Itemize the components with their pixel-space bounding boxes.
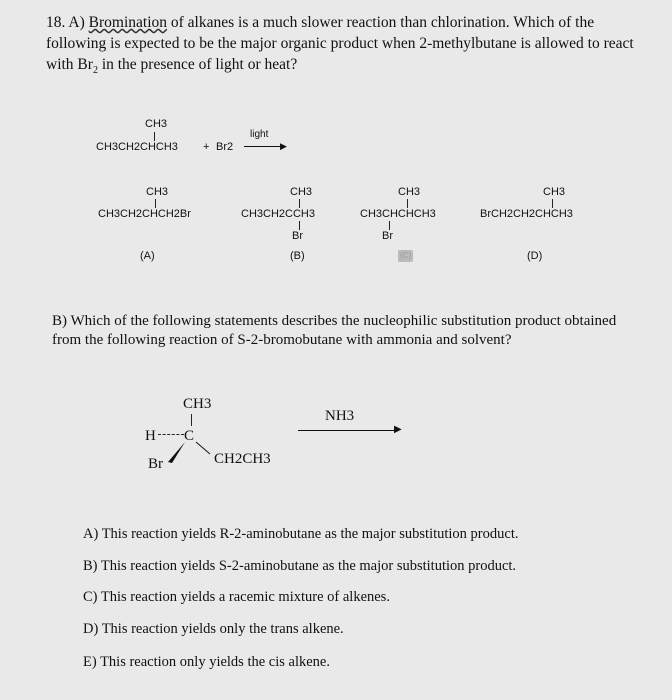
methyl-group: CH3 xyxy=(183,396,212,412)
option-e[interactable] xyxy=(83,654,330,671)
subscript-2: 2 xyxy=(92,65,98,77)
ammonia-reagent: NH3 xyxy=(325,408,355,424)
hydrogen-atom: H xyxy=(145,428,156,444)
option-text: This reaction only yields the cis alkene. xyxy=(100,654,330,670)
question-number: 18. xyxy=(46,14,66,31)
option-letter: A) xyxy=(83,526,99,542)
question-part: B) xyxy=(52,313,67,329)
bromine-atom: Br xyxy=(148,456,163,472)
product-d-methyl: CH3 xyxy=(543,186,566,198)
question-text: Which of the following statements describes the nucleophilic substitution product obtained from the following reaction of S-2-bromobutane with ammonia and solvent? xyxy=(52,313,617,348)
product-b-formula: CH3CH2CCH3 xyxy=(241,208,315,220)
reactant-methyl: CH3 xyxy=(145,118,168,130)
question-part: A) xyxy=(68,14,85,31)
carbon-center: C xyxy=(184,428,195,444)
product-d-formula: BrCH2CH2CHCH3 xyxy=(480,208,573,220)
option-text: This reaction yields S-2-aminobutane as the major substitution product. xyxy=(100,558,517,574)
question-text: of alkanes is a much slower reaction than chlorination. Which of the following is expected to be the major organic product when 2-methylbutane is allowed to react with Br xyxy=(46,14,634,73)
product-c-methyl: CH3 xyxy=(398,186,421,198)
option-letter: D) xyxy=(83,621,99,637)
product-c-formula: CH3CHCHCH3 xyxy=(360,208,436,220)
option-d[interactable] xyxy=(83,621,344,638)
product-b-bromine: Br xyxy=(292,230,303,242)
option-letter: E) xyxy=(83,654,97,670)
hashed-bond xyxy=(158,434,184,435)
reactant-formula: CH3CH2CHCH3 xyxy=(96,141,178,153)
bond-line xyxy=(155,199,156,208)
product-a-label: (A) xyxy=(140,250,155,262)
option-text: This reaction yields only the trans alkene. xyxy=(101,621,344,637)
ethyl-group: CH2CH3 xyxy=(214,451,271,467)
option-text: This reaction yields a racemic mixture of alkenes. xyxy=(100,589,390,605)
product-b-methyl: CH3 xyxy=(290,186,313,198)
question-lead-word: Bromination xyxy=(88,14,167,31)
option-letter: C) xyxy=(83,589,98,605)
bromine-reagent: Br2 xyxy=(216,141,234,153)
product-d-label: (D) xyxy=(527,250,543,262)
option-b[interactable] xyxy=(83,558,516,575)
bond-line xyxy=(389,221,390,230)
arrowhead-icon: ▶ xyxy=(394,424,402,435)
question-18b xyxy=(52,312,632,350)
option-c[interactable] xyxy=(83,589,390,606)
plus-sign: + xyxy=(203,141,210,153)
bond-line xyxy=(299,199,300,208)
bond-line xyxy=(191,414,192,426)
arrowhead-icon: ▶ xyxy=(280,141,287,151)
product-b-label: (B) xyxy=(290,250,305,262)
option-a[interactable] xyxy=(83,526,518,543)
product-c-bromine: Br xyxy=(382,230,393,242)
option-letter: B) xyxy=(83,558,98,574)
bond-line xyxy=(154,132,155,141)
product-c-label: (C) xyxy=(400,251,412,260)
question-text-end: in the presence of light or heat? xyxy=(101,56,298,73)
bond-line xyxy=(299,221,300,230)
product-a-formula: CH3CH2CHCH2Br xyxy=(98,208,191,220)
reaction-arrow xyxy=(298,430,398,431)
question-18a xyxy=(46,12,646,81)
bond-line xyxy=(552,199,553,208)
bond-line xyxy=(407,199,408,208)
condition-label: light xyxy=(250,129,269,140)
product-a-methyl: CH3 xyxy=(146,186,169,198)
option-text: This reaction yields R-2-aminobutane as the major substitution product. xyxy=(101,526,519,542)
reaction-arrow xyxy=(244,146,282,147)
